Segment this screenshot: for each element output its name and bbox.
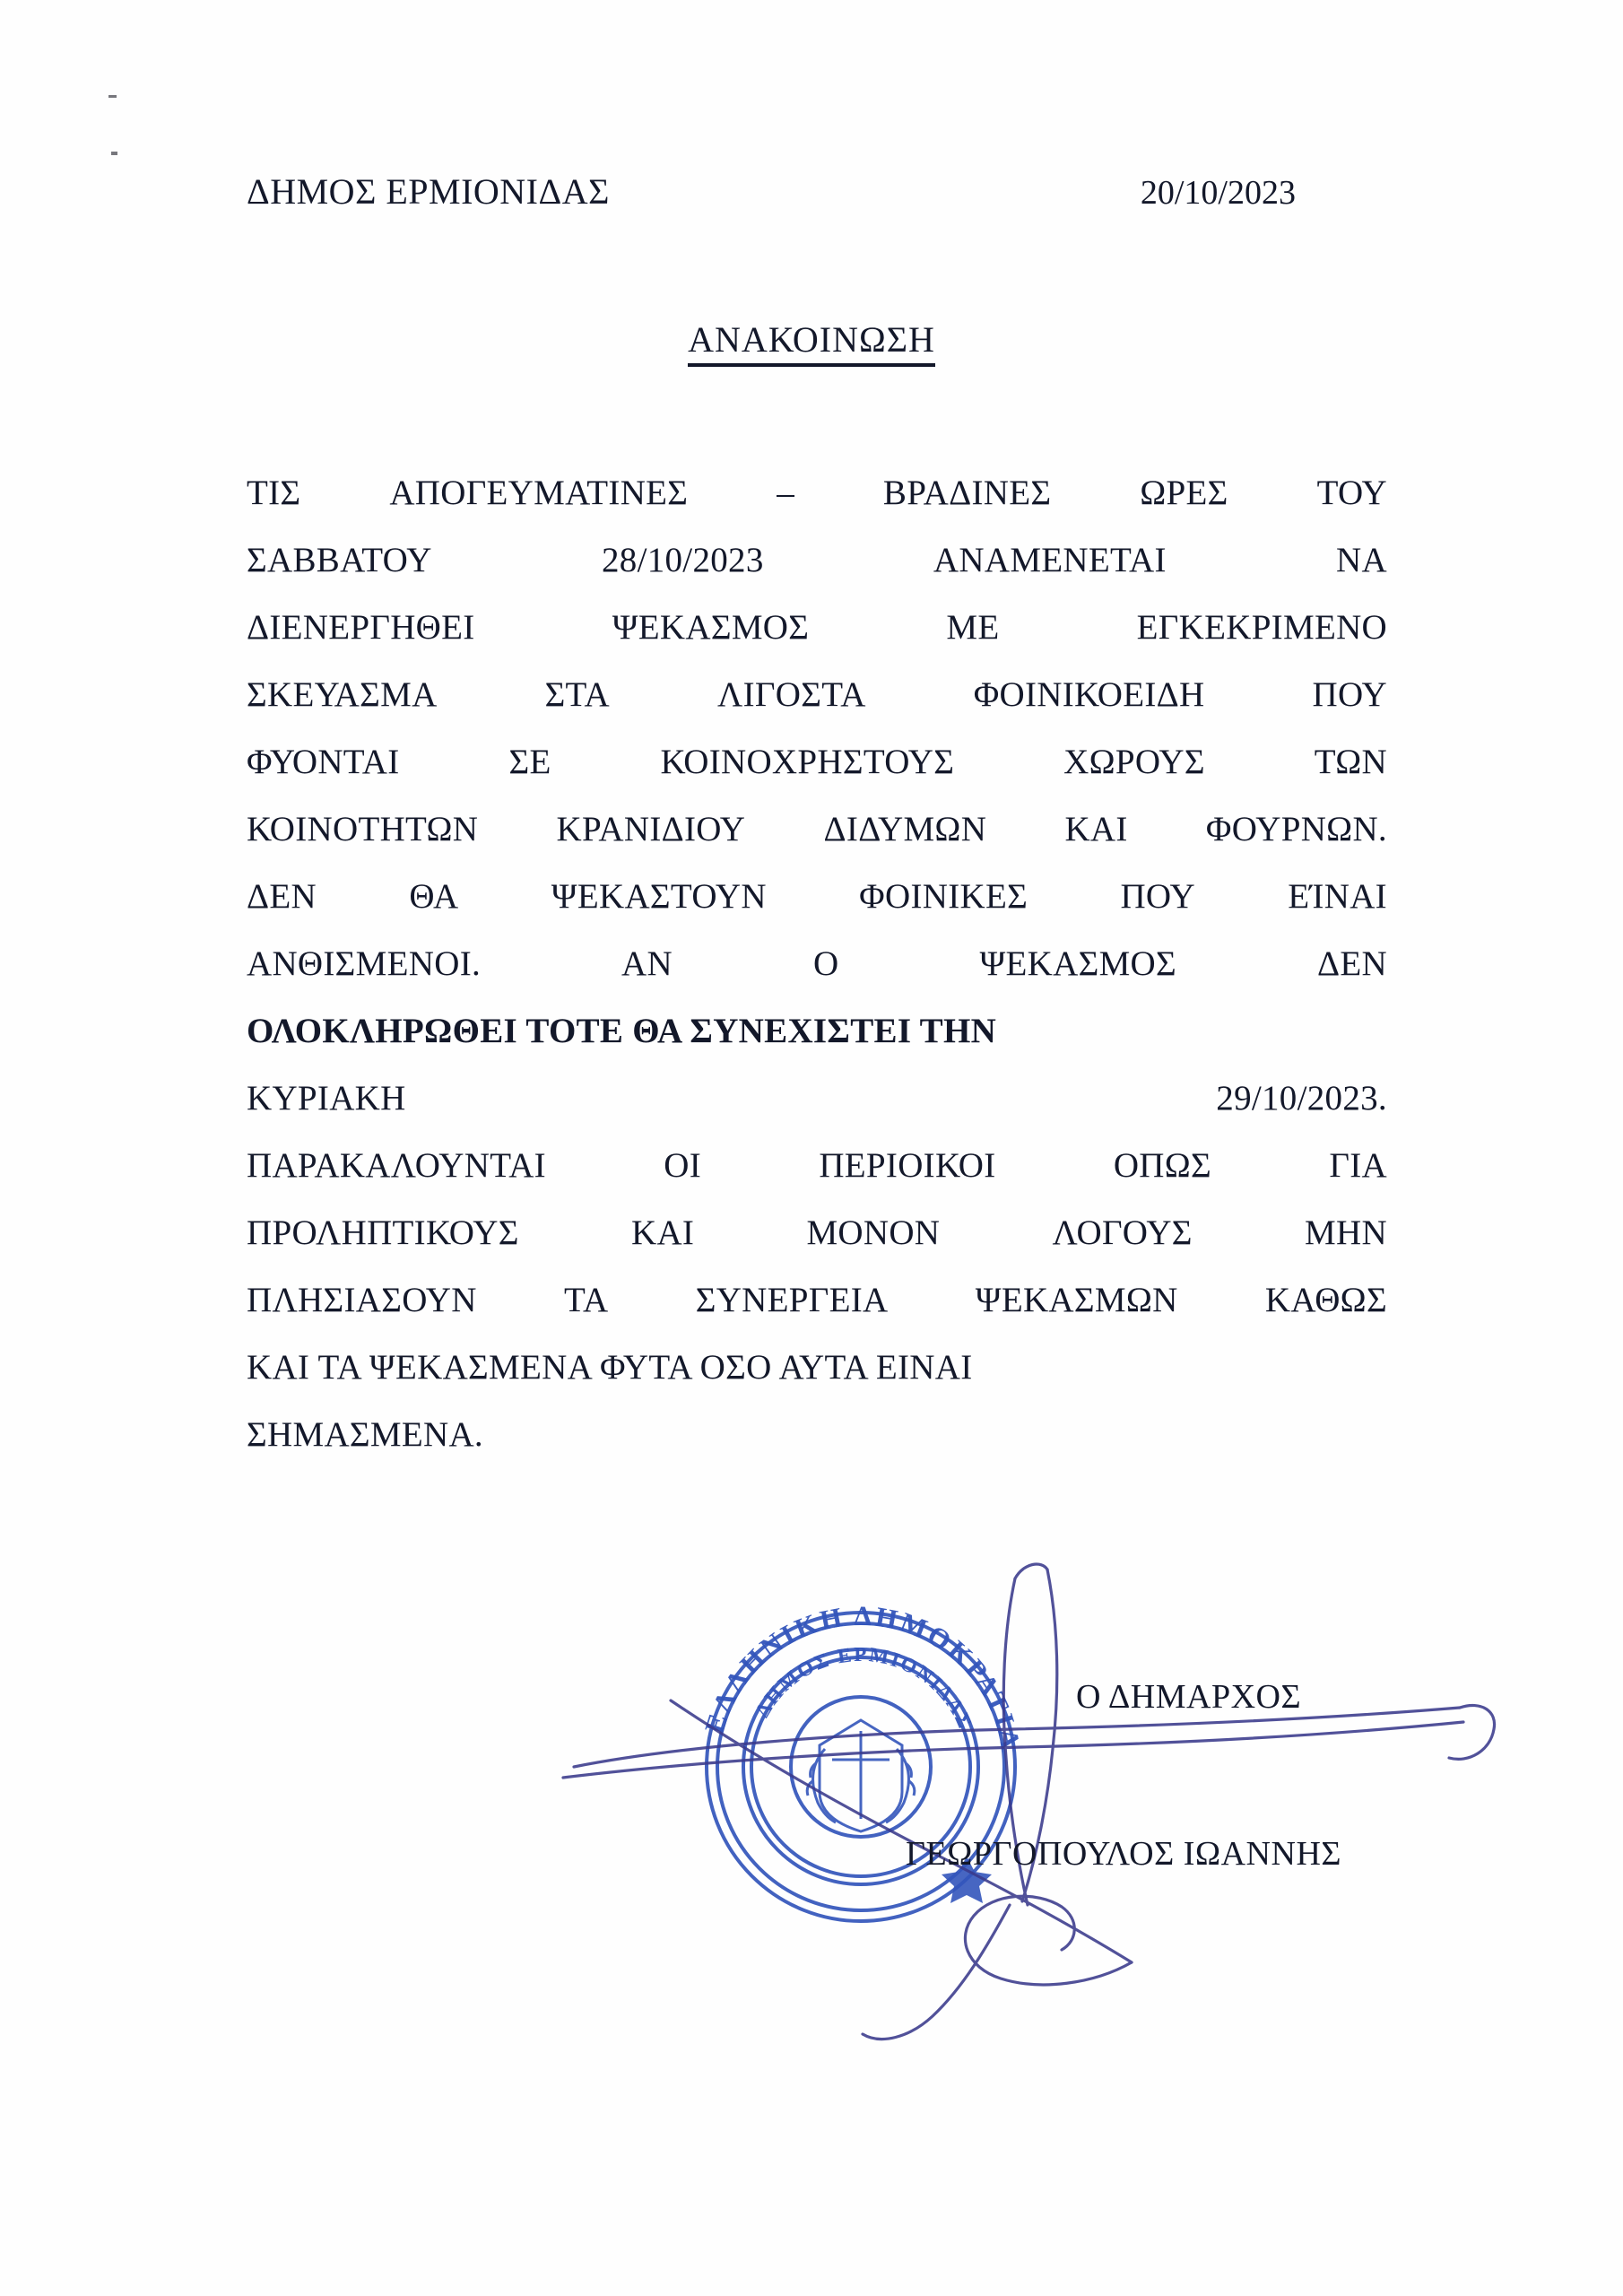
body-line: ΣΗΜΑΣΜΕΝΑ. bbox=[247, 1415, 483, 1454]
body-line: ΚΟΙΝΟΤΗΤΩΝ ΚΡΑΝΙΔΙΟΥ ΔΙΔΥΜΩΝ ΚΑΙ ΦΟΥΡΝΩΝ. bbox=[247, 810, 1387, 848]
stamp-inner-text: ΔΗΜΟΣ ΕΡΜΙΟΝΙΔΑΣ bbox=[751, 1642, 977, 1734]
scan-speck bbox=[108, 95, 117, 98]
body-line: ΔΕΝ ΘΑ ΨΕΚΑΣΤΟΥΝ ΦΟΙΝΙΚΕΣ ΠΟΥ ΕΊΝΑΙ bbox=[247, 877, 1387, 916]
body-line: ΑΝΘΙΣΜΕΝΟΙ. ΑΝ Ο ΨΕΚΑΣΜΟΣ ΔΕΝ bbox=[247, 944, 1387, 983]
body-line: ΚΑΙ ΤΑ ΨΕΚΑΣΜΕΝΑ ΦΥΤΑ ΟΣΟ ΑΥΤΑ ΕΙΝΑΙ bbox=[247, 1348, 973, 1387]
document-date: 20/10/2023 bbox=[1140, 174, 1296, 212]
body-line: ΠΛΗΣΙΑΣΟΥΝ ΤΑ ΣΥΝΕΡΓΕΙΑ ΨΕΚΑΣΜΩΝ ΚΑΘΩΣ bbox=[247, 1281, 1387, 1319]
body-line: ΟΛΟΚΛΗΡΩΘΕΙ ΤΟΤΕ ΘΑ ΣΥΝΕΧΙΣΤΕΙ ΤΗΝ bbox=[247, 1012, 997, 1050]
title-container bbox=[0, 318, 1623, 367]
body-line: ΣΑΒΒΑΤΟΥ 28/10/2023 ΑΝΑΜΕΝΕΤΑΙ ΝΑ bbox=[247, 541, 1387, 579]
body-line: ΠΡΟΛΗΠΤΙΚΟΥΣ ΚΑΙ ΜΟΝΟΝ ΛΟΓΟΥΣ ΜΗΝ bbox=[247, 1213, 1387, 1252]
body-line: ΔΙΕΝΕΡΓΗΘΕΙ ΨΕΚΑΣΜΟΣ ΜΕ ΕΓΚΕΚΡΙΜΕΝΟ bbox=[247, 608, 1387, 647]
body-line: ΤΙΣ ΑΠΟΓΕΥΜΑΤΙΝΕΣ – ΒΡΑΔΙΝΕΣ ΩΡΕΣ ΤΟΥ bbox=[247, 474, 1387, 512]
signature-signer-name: ΓΕΩΡΓΟΠΟΥΛΟΣ ΙΩΑΝΝΗΣ bbox=[906, 1835, 1342, 1873]
scan-speck bbox=[111, 152, 117, 155]
page-title: ΑΝΑΚΟΙΝΩΣΗ bbox=[688, 318, 935, 367]
body-line: ΣΚΕΥΑΣΜΑ ΣΤΑ ΛΙΓΟΣΤΑ ΦΟΙΝΙΚΟΕΙΔΗ ΠΟΥ bbox=[247, 675, 1387, 714]
body-line: ΠΑΡΑΚΑΛΟΥΝΤΑΙ ΟΙ ΠΕΡΙΟΙΚΟΙ ΟΠΩΣ ΓΙΑ bbox=[247, 1146, 1387, 1185]
organization-name: ΔΗΜΟΣ ΕΡΜΙΟΝΙΔΑΣ bbox=[247, 171, 610, 212]
signature-role-title: Ο ΔΗΜΑΡΧΟΣ bbox=[1076, 1678, 1302, 1716]
body-line: ΦΥΟΝΤΑΙ ΣΕ ΚΟΙΝΟΧΡΗΣΤΟΥΣ ΧΩΡΟΥΣ ΤΩΝ bbox=[247, 743, 1387, 781]
document-header bbox=[247, 170, 1385, 213]
body-line: ΚΥΡΙΑΚΗ 29/10/2023. bbox=[247, 1079, 1387, 1118]
signature-block bbox=[664, 1561, 1578, 2117]
official-stamp-icon bbox=[681, 1587, 1040, 1946]
announcement-body bbox=[247, 459, 1387, 1468]
stamp-outer-text: ΕΛΛΗΝΙΚΗ ΔΗΜΟΚΡΑΤΙΑ bbox=[698, 1599, 1028, 1754]
